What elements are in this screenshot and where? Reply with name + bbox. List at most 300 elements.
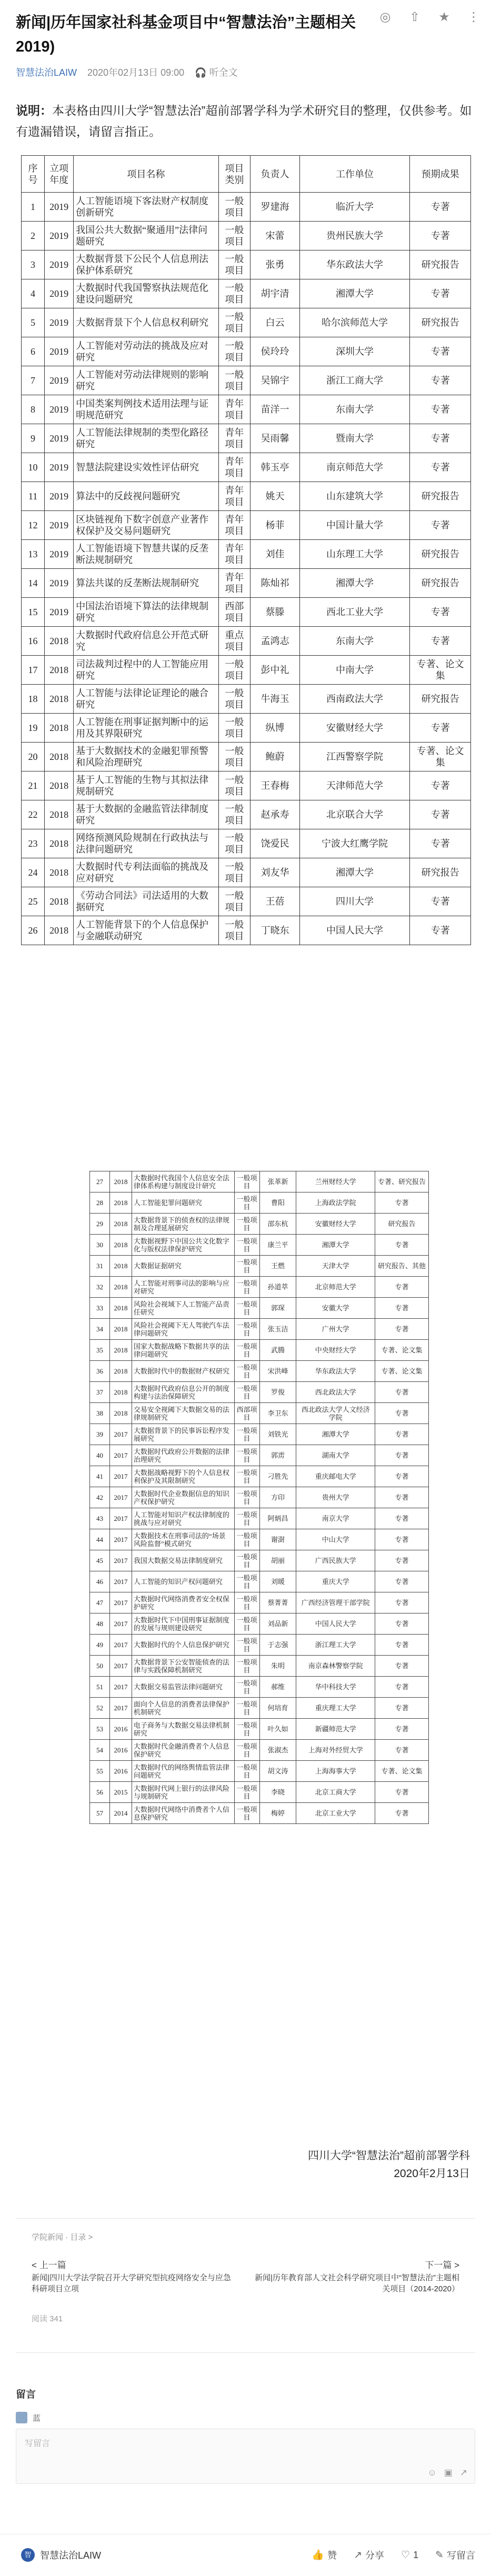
table-row bbox=[22, 308, 471, 337]
expected-output: 研究报告 bbox=[375, 1214, 429, 1235]
project-type: 青年项目 bbox=[218, 540, 250, 569]
project-type: 一般项目 bbox=[234, 1782, 259, 1803]
project-type: 一般项目 bbox=[234, 1382, 259, 1403]
project-type: 一般项目 bbox=[234, 1277, 259, 1298]
source-link[interactable]: 智慧法治LAIW bbox=[16, 67, 77, 78]
target-icon[interactable]: ◎ bbox=[379, 10, 391, 24]
project-type: 一般项目 bbox=[218, 800, 250, 829]
expected-output: 专著 bbox=[375, 1235, 429, 1256]
expected-output: 专著 bbox=[375, 1677, 429, 1698]
year: 2017 bbox=[109, 1424, 132, 1445]
table-row bbox=[90, 1782, 429, 1803]
emoji-icon[interactable]: ☺ bbox=[427, 2468, 437, 2478]
institution: 上海对外经贸大学 bbox=[296, 1740, 375, 1761]
expected-output: 专著 bbox=[375, 1740, 429, 1761]
row-number: 28 bbox=[90, 1192, 110, 1214]
row-number: 12 bbox=[22, 511, 45, 540]
year: 2018 bbox=[45, 800, 74, 829]
row-number: 8 bbox=[22, 395, 45, 424]
table-row bbox=[22, 685, 471, 714]
row-number: 19 bbox=[22, 714, 45, 743]
expected-output: 专著、论文集 bbox=[375, 1761, 429, 1782]
project-type: 青年项目 bbox=[218, 395, 250, 424]
project-type: 一般项目 bbox=[234, 1298, 259, 1319]
year: 2017 bbox=[109, 1613, 132, 1635]
row-number: 42 bbox=[90, 1487, 110, 1508]
expected-output: 专著 bbox=[375, 1613, 429, 1635]
year: 2017 bbox=[109, 1529, 132, 1550]
project-name: 人工智能在刑事证据判断中的运用及其界限研究 bbox=[74, 714, 218, 743]
row-number: 21 bbox=[22, 771, 45, 800]
leader: 饶爱民 bbox=[250, 829, 300, 858]
expected-output: 专著 bbox=[410, 800, 471, 829]
table-row bbox=[90, 1256, 429, 1277]
year: 2014 bbox=[109, 1803, 132, 1824]
institution: 贵州大学 bbox=[296, 1487, 375, 1508]
table-row bbox=[22, 771, 471, 800]
leader: 刁胜先 bbox=[259, 1466, 296, 1487]
row-number: 4 bbox=[22, 279, 45, 308]
project-name: 大数据时代金融消费者个人信息保护研究 bbox=[132, 1740, 234, 1761]
institution: 南京森林警察学院 bbox=[296, 1656, 375, 1677]
row-number: 1 bbox=[22, 193, 45, 222]
table-row bbox=[90, 1235, 429, 1256]
next-article-label[interactable]: 下一篇 > bbox=[425, 2260, 459, 2270]
project-name: 算法中的反歧视问题研究 bbox=[74, 482, 218, 511]
project-name: 基于大数据的金融监管法律制度研究 bbox=[74, 800, 218, 829]
expected-output: 研究报告 bbox=[410, 685, 471, 714]
leader: 韩玉亭 bbox=[250, 453, 300, 482]
row-number: 51 bbox=[90, 1677, 110, 1698]
heart-icon: ♡ bbox=[401, 2549, 410, 2561]
star-icon[interactable]: ★ bbox=[438, 10, 450, 24]
table-row bbox=[90, 1466, 429, 1487]
institution: 中国人民大学 bbox=[296, 1613, 375, 1635]
year: 2019 bbox=[45, 395, 74, 424]
leader: 谢澍 bbox=[259, 1529, 296, 1550]
project-name: 人工智能语境下智慧共谋的反垄断法规制研究 bbox=[74, 540, 218, 569]
comment-button[interactable] bbox=[435, 2548, 475, 2562]
project-type: 一般项目 bbox=[234, 1235, 259, 1256]
table-row bbox=[90, 1529, 429, 1550]
leader: 蔡菁菁 bbox=[259, 1592, 296, 1613]
expected-output: 专著 bbox=[410, 222, 471, 250]
project-type: 一般项目 bbox=[218, 829, 250, 858]
project-table-1 bbox=[21, 155, 471, 945]
year: 2017 bbox=[109, 1677, 132, 1698]
table-header-row bbox=[22, 156, 471, 193]
institution: 西南政法大学 bbox=[299, 685, 409, 714]
project-name: 大数据时代企业数据信息的知识产权保护研究 bbox=[132, 1487, 234, 1508]
leader: 武腾 bbox=[259, 1340, 296, 1361]
row-number: 38 bbox=[90, 1403, 110, 1424]
comment-user-name: 蓝 bbox=[33, 2413, 41, 2423]
comment-label: 写留言 bbox=[447, 2550, 475, 2561]
expected-output: 专著 bbox=[375, 1571, 429, 1592]
institution: 深圳大学 bbox=[299, 337, 409, 366]
institution: 华东政法大学 bbox=[296, 1361, 375, 1382]
expected-output: 专著 bbox=[375, 1592, 429, 1613]
project-name: 风险社会视阈下无人驾驶汽车法律问题研究 bbox=[132, 1319, 234, 1340]
expected-output: 专著 bbox=[410, 337, 471, 366]
expected-output: 专著 bbox=[375, 1782, 429, 1803]
year: 2019 bbox=[45, 424, 74, 453]
wow-button[interactable] bbox=[401, 2548, 418, 2562]
expected-output: 研究报告 bbox=[410, 858, 471, 887]
project-name: 电子商务与大数据交易法律机制研究 bbox=[132, 1719, 234, 1740]
comment-input[interactable] bbox=[16, 2429, 475, 2484]
project-type: 一般项目 bbox=[234, 1761, 259, 1782]
leader: 胡宇清 bbox=[250, 279, 300, 308]
table-row bbox=[90, 1677, 429, 1698]
leader: 孙道萃 bbox=[259, 1277, 296, 1298]
table-row bbox=[90, 1508, 429, 1529]
expected-output: 专著 bbox=[375, 1635, 429, 1656]
expected-output: 研究报告 bbox=[410, 308, 471, 337]
leader: 白云 bbox=[250, 308, 300, 337]
row-number: 10 bbox=[22, 453, 45, 482]
institution: 贵州民族大学 bbox=[299, 222, 409, 250]
leader: 宋蕾 bbox=[250, 222, 300, 250]
prev-article-link[interactable]: 新闻|四川大学法学院召开大学研究型抗疫网络安全与应急科研项目立项 bbox=[32, 2273, 231, 2293]
row-number: 15 bbox=[22, 598, 45, 627]
table-row bbox=[22, 569, 471, 598]
leader: 胡文涛 bbox=[259, 1761, 296, 1782]
project-type: 一般项目 bbox=[218, 685, 250, 714]
project-type: 一般项目 bbox=[234, 1214, 259, 1235]
year: 2018 bbox=[45, 887, 74, 916]
row-number: 56 bbox=[90, 1782, 110, 1803]
year: 2019 bbox=[45, 308, 74, 337]
year: 2019 bbox=[45, 453, 74, 482]
project-type: 一般项目 bbox=[234, 1698, 259, 1719]
row-number: 54 bbox=[90, 1740, 110, 1761]
divider bbox=[16, 2218, 475, 2219]
row-number: 3 bbox=[22, 250, 45, 279]
leader: 吴锦宇 bbox=[250, 366, 300, 395]
year: 2018 bbox=[109, 1277, 132, 1298]
year: 2018 bbox=[109, 1319, 132, 1340]
institution: 湘潭大学 bbox=[296, 1424, 375, 1445]
table-row bbox=[90, 1550, 429, 1571]
account-logo: 智 bbox=[21, 2548, 35, 2562]
project-type: 一般项目 bbox=[234, 1529, 259, 1550]
article-title: 新闻|历年国家社科基金项目中“智慧法治”主题相关 2019) bbox=[16, 14, 356, 55]
table-row bbox=[90, 1761, 429, 1782]
row-number: 16 bbox=[22, 627, 45, 656]
leader: 李晓 bbox=[259, 1782, 296, 1803]
send-icon[interactable]: ↗ bbox=[459, 2468, 467, 2478]
row-number: 9 bbox=[22, 424, 45, 453]
table-row bbox=[90, 1698, 429, 1719]
year: 2019 bbox=[45, 569, 74, 598]
row-number: 25 bbox=[22, 887, 45, 916]
expected-output: 专著 bbox=[375, 1550, 429, 1571]
table-row bbox=[22, 540, 471, 569]
expected-output: 专著 bbox=[410, 279, 471, 308]
leader: 刘铁光 bbox=[259, 1424, 296, 1445]
institution: 四川大学 bbox=[299, 887, 409, 916]
table-row bbox=[90, 1487, 429, 1508]
year: 2019 bbox=[45, 222, 74, 250]
project-type: 一般项目 bbox=[234, 1677, 259, 1698]
project-name: 基于人工智能的生物与其拟法律规制研究 bbox=[74, 771, 218, 800]
project-type: 一般项目 bbox=[218, 887, 250, 916]
expected-output: 专著、论文集 bbox=[410, 743, 471, 771]
read-count: 阅读 341 bbox=[32, 2314, 63, 2323]
leader: 王蓓 bbox=[250, 887, 300, 916]
row-number: 45 bbox=[90, 1550, 110, 1571]
row-number: 34 bbox=[90, 1319, 110, 1340]
project-name: 人工智能与法律论证理论的融合研究 bbox=[74, 685, 218, 714]
table-row bbox=[90, 1613, 429, 1635]
header-cell: 项目类别 bbox=[218, 156, 250, 193]
project-type: 一般项目 bbox=[234, 1256, 259, 1277]
institution: 天津大学 bbox=[296, 1256, 375, 1277]
institution: 东南大学 bbox=[299, 395, 409, 424]
institution: 新疆师范大学 bbox=[296, 1719, 375, 1740]
project-name: 基于大数据技术的金融犯罪预警和风险治理研究 bbox=[74, 743, 218, 771]
project-name: 中国类案判例技术适用法理与证明规范研究 bbox=[74, 395, 218, 424]
project-name: 人工智能背景下的个人信息保护与金融联动研究 bbox=[74, 916, 218, 945]
leader: 纵博 bbox=[250, 714, 300, 743]
project-type: 一般项目 bbox=[218, 279, 250, 308]
year: 2016 bbox=[109, 1719, 132, 1740]
expected-output: 专著 bbox=[375, 1298, 429, 1319]
expected-output: 专著 bbox=[375, 1508, 429, 1529]
year: 2018 bbox=[45, 916, 74, 945]
project-type: 一般项目 bbox=[234, 1424, 259, 1445]
institution: 东南大学 bbox=[299, 627, 409, 656]
leader: 王春梅 bbox=[250, 771, 300, 800]
account-info[interactable] bbox=[21, 2548, 101, 2562]
project-type: 一般项目 bbox=[234, 1340, 259, 1361]
institution: 中央财经大学 bbox=[296, 1340, 375, 1361]
share-icon: ↗ bbox=[354, 2549, 363, 2561]
project-name: 大数据证据研究 bbox=[132, 1256, 234, 1277]
row-number: 35 bbox=[90, 1340, 110, 1361]
institution: 湘潭大学 bbox=[299, 858, 409, 887]
expected-output: 专著 bbox=[375, 1803, 429, 1824]
project-name: 《劳动合同法》司法适用的大数据研究 bbox=[74, 887, 218, 916]
year: 2016 bbox=[109, 1740, 132, 1761]
row-number: 31 bbox=[90, 1256, 110, 1277]
institution: 重庆大学 bbox=[296, 1571, 375, 1592]
expected-output: 专著 bbox=[375, 1277, 429, 1298]
leader: 孟鸿志 bbox=[250, 627, 300, 656]
row-number: 36 bbox=[90, 1361, 110, 1382]
leader: 朱明 bbox=[259, 1656, 296, 1677]
year: 2017 bbox=[109, 1592, 132, 1613]
leader: 蔡滕 bbox=[250, 598, 300, 627]
table-row bbox=[90, 1803, 429, 1824]
institution: 北京联合大学 bbox=[299, 800, 409, 829]
table-row bbox=[90, 1635, 429, 1656]
year: 2018 bbox=[45, 627, 74, 656]
year: 2018 bbox=[45, 714, 74, 743]
project-name: 智慧法院建设实效性评估研究 bbox=[74, 453, 218, 482]
leader: 苗洋一 bbox=[250, 395, 300, 424]
expected-output: 专著、论文集 bbox=[410, 656, 471, 685]
leader: 罗俊 bbox=[259, 1382, 296, 1403]
leader: 张勇 bbox=[250, 250, 300, 279]
project-type: 一般项目 bbox=[218, 337, 250, 366]
next-article-link[interactable]: 新闻|历年教育部人文社会科学研究项目中“智慧法治”主题相关项目（2014-2020） bbox=[255, 2273, 459, 2293]
institution: 湘潭大学 bbox=[296, 1235, 375, 1256]
project-type: 一般项目 bbox=[218, 858, 250, 887]
row-number: 23 bbox=[22, 829, 45, 858]
table-row bbox=[22, 482, 471, 511]
institution: 哈尔滨师范大学 bbox=[299, 308, 409, 337]
project-name: 大数据时代我国个人信息安全法律体系构建与制度设计研究 bbox=[132, 1171, 234, 1192]
table-row bbox=[22, 193, 471, 222]
leader: 刘友华 bbox=[250, 858, 300, 887]
leader: 刘暖 bbox=[259, 1571, 296, 1592]
expected-output: 专著 bbox=[410, 714, 471, 743]
project-type: 一般项目 bbox=[234, 1719, 259, 1740]
year: 2018 bbox=[45, 858, 74, 887]
expected-output: 专著 bbox=[375, 1719, 429, 1740]
row-number: 17 bbox=[22, 656, 45, 685]
institution: 中国人民大学 bbox=[299, 916, 409, 945]
leader: 丁晓东 bbox=[250, 916, 300, 945]
year: 2018 bbox=[109, 1298, 132, 1319]
image-icon[interactable]: ▣ bbox=[444, 2468, 453, 2478]
table-row bbox=[22, 829, 471, 858]
project-name: 大数据技术在刑事司法的“场景风险监督”模式研究 bbox=[132, 1529, 234, 1550]
like-button[interactable] bbox=[312, 2548, 337, 2562]
article-note bbox=[16, 100, 479, 142]
expected-output: 研究报告 bbox=[410, 250, 471, 279]
year: 2019 bbox=[45, 250, 74, 279]
collection-link[interactable]: 学院新闻 · 目录 > bbox=[32, 2233, 93, 2242]
table-row bbox=[22, 743, 471, 771]
project-name: 大数据时代网络消费者安全权保护研究 bbox=[132, 1592, 234, 1613]
table-row bbox=[22, 366, 471, 395]
project-type: 青年项目 bbox=[218, 424, 250, 453]
expected-output: 专著 bbox=[410, 887, 471, 916]
institution: 广西民族大学 bbox=[296, 1550, 375, 1571]
project-name: 大数据时代网络中消费者个人信息保护研究 bbox=[132, 1803, 234, 1824]
listen-label: 听全文 bbox=[209, 67, 238, 78]
leader: 梅婷 bbox=[259, 1803, 296, 1824]
institution: 广州大学 bbox=[296, 1319, 375, 1340]
article-meta bbox=[16, 65, 238, 79]
leader: 曹阳 bbox=[259, 1192, 296, 1214]
project-name: 大数据背景下公民个人信息刑法保护体系研究 bbox=[74, 250, 218, 279]
project-type: 一般项目 bbox=[218, 916, 250, 945]
project-name: 大数据时代我国警察执法规范化建设问题研究 bbox=[74, 279, 218, 308]
row-number: 6 bbox=[22, 337, 45, 366]
leader: 张玉洁 bbox=[259, 1319, 296, 1340]
row-number: 14 bbox=[22, 569, 45, 598]
project-name: 区块链视角下数字创意产业著作权保护及交易问题研究 bbox=[74, 511, 218, 540]
prev-article-label[interactable]: < 上一篇 bbox=[32, 2260, 66, 2270]
listen-button[interactable] bbox=[195, 65, 237, 79]
leader: 叶久如 bbox=[259, 1719, 296, 1740]
leader: 鲍蔚 bbox=[250, 743, 300, 771]
like-label: 赞 bbox=[327, 2550, 337, 2561]
row-number: 52 bbox=[90, 1698, 110, 1719]
project-name: 大数据时代政府信息公开的制度构建与法治保障研究 bbox=[132, 1382, 234, 1403]
expected-output: 专著 bbox=[410, 829, 471, 858]
note-text: 本表格由四川大学“智慧法治”超前部署学科为学术研究目的整理，仅供参考。如有遗漏错误，请留言指正。 bbox=[16, 104, 472, 138]
row-number: 37 bbox=[90, 1382, 110, 1403]
project-type: 一般项目 bbox=[234, 1487, 259, 1508]
institution: 重庆理工大学 bbox=[296, 1698, 375, 1719]
table-body-1 bbox=[22, 193, 471, 945]
institution: 安徽财经大学 bbox=[299, 714, 409, 743]
project-type: 青年项目 bbox=[218, 511, 250, 540]
header-cell: 序号 bbox=[22, 156, 45, 193]
signature-org: 四川大学“智慧法治”超前部署学科 bbox=[308, 2150, 470, 2162]
leader: 姚天 bbox=[250, 482, 300, 511]
row-number: 18 bbox=[22, 685, 45, 714]
project-type: 一般项目 bbox=[218, 771, 250, 800]
year: 2018 bbox=[109, 1192, 132, 1214]
institution: 华东政法大学 bbox=[299, 250, 409, 279]
more-icon[interactable]: ⋮ bbox=[467, 10, 480, 24]
leader: 郭琛 bbox=[259, 1298, 296, 1319]
project-name: 大数据背景下的侦查权的法律规制及合理延展研究 bbox=[132, 1214, 234, 1235]
project-type: 一般项目 bbox=[218, 222, 250, 250]
expected-output: 专著 bbox=[410, 453, 471, 482]
expected-output: 研究报告 bbox=[410, 569, 471, 598]
expected-output: 专著 bbox=[410, 916, 471, 945]
institution: 安徽大学 bbox=[296, 1298, 375, 1319]
expected-output: 专著 bbox=[375, 1466, 429, 1487]
leader: 王燃 bbox=[259, 1256, 296, 1277]
leader: 阿炳昌 bbox=[259, 1508, 296, 1529]
year: 2019 bbox=[45, 337, 74, 366]
row-number: 50 bbox=[90, 1656, 110, 1677]
project-name: 大数据时代政府信息公开范式研究 bbox=[74, 627, 218, 656]
project-name: 我国公共大数据“聚通用”法律问题研究 bbox=[74, 222, 218, 250]
project-name: 大数据时代下中国刑事证据制度的发展与规则建设研究 bbox=[132, 1613, 234, 1635]
year: 2019 bbox=[45, 540, 74, 569]
leader: 刘品新 bbox=[259, 1613, 296, 1635]
leader: 杨菲 bbox=[250, 511, 300, 540]
project-type: 一般项目 bbox=[218, 193, 250, 222]
project-type: 一般项目 bbox=[234, 1635, 259, 1656]
share-button[interactable] bbox=[354, 2548, 384, 2562]
institution: 临沂大学 bbox=[299, 193, 409, 222]
year: 2018 bbox=[109, 1171, 132, 1192]
table-row bbox=[22, 222, 471, 250]
table-row bbox=[90, 1192, 429, 1214]
institution: 南京大学 bbox=[296, 1508, 375, 1529]
leader: 赵承寿 bbox=[250, 800, 300, 829]
project-type: 一般项目 bbox=[234, 1445, 259, 1466]
leader: 邵东杭 bbox=[259, 1214, 296, 1235]
leader: 方印 bbox=[259, 1487, 296, 1508]
year: 2018 bbox=[45, 743, 74, 771]
row-number: 40 bbox=[90, 1445, 110, 1466]
row-number: 33 bbox=[90, 1298, 110, 1319]
project-type: 重点项目 bbox=[218, 627, 250, 656]
project-table-2 bbox=[89, 1171, 429, 1824]
table-row bbox=[90, 1656, 429, 1677]
project-name: 大数据战略视野下的个人信息权利保护及其限制研究 bbox=[132, 1466, 234, 1487]
project-name: 大数据视野下中国公共文化数字化与版权法律保护研究 bbox=[132, 1235, 234, 1256]
table-row bbox=[90, 1340, 429, 1361]
share-icon[interactable]: ⇧ bbox=[409, 10, 420, 24]
row-number: 13 bbox=[22, 540, 45, 569]
year: 2019 bbox=[45, 482, 74, 511]
expected-output: 专著 bbox=[410, 771, 471, 800]
table-row bbox=[90, 1445, 429, 1466]
expected-output: 专著 bbox=[375, 1424, 429, 1445]
